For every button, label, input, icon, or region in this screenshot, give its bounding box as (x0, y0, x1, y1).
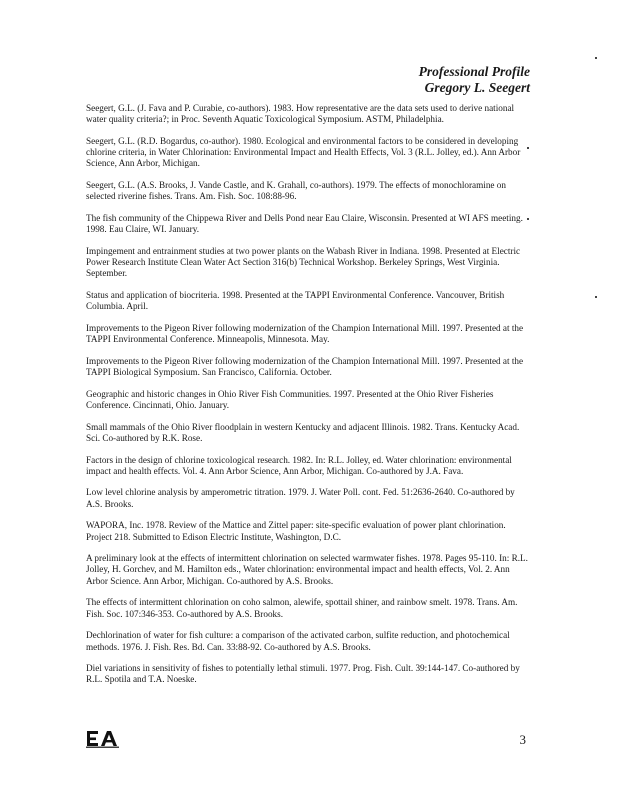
reference-entry: Geographic and historic changes in Ohio River Fish Communities. 1997. Presented at the Ohio River Fisheries Conference. Cincinnati, Ohio. January. (86, 388, 494, 411)
reference-entry: Impingement and entrainment studies at two power plants on the Wabash River in Indiana. 1998. Presented at Electric Power Research Institute Clean Water Act Section 316(b) Technical Workshop. Berkeley Springs, West Virginia. September. (86, 245, 521, 279)
scan-speck (595, 296, 597, 298)
reference-entry: Seegert, G.L. (A.S. Brooks, J. Vande Castle, and K. Grahall, co-authors). 1979. The effects of monochloramine on selected riverine fishes. Trans. Am. Fish. Soc. 108:88-96. (86, 180, 506, 202)
reference-entry: Small mammals of the Ohio River floodplain in western Kentucky and adjacent Illinois. 1982. Trans. Kentucky Acad. Sci. Co-authored by R.K. Rose. (86, 421, 520, 443)
reference-entry: A preliminary look at the effects of intermittent chlorination on selected warmwater fishes. 1978. Pages 95-110. In: R.L. Jolley, H. Gorchev, and M. Hamilton eds., Water chlorination: environmental impact and health effects, Vol. 2. Ann Arbor Science. Ann Arbor, Michigan. Co-authored by A.S. Brooks. (86, 553, 528, 586)
reference-entry: Low level chlorine analysis by amperometric titration. 1979. J. Water Poll. cont. Fed. 51:2636-2640. Co-authored by A.S. Brooks. (86, 487, 515, 509)
reference-entry: The fish community of the Chippewa River and Dells Pond near Eau Claire, Wisconsin. Presented at WI AFS meeting. 1998. Eau Claire, WI. January. (86, 212, 523, 235)
page-number: 3 (519, 732, 526, 747)
reference-entry: Improvements to the Pigeon River following modernization of the Champion International Mill. 1997. Presented at the TAPPI Environmental Conference. Minneapolis, Minnesota. May. (86, 322, 524, 345)
scan-speck (527, 147, 529, 149)
profile-header (419, 64, 530, 96)
reference-entry: Seegert, G.L. (J. Fava and P. Curabie, co-authors). 1983. How representative are the data sets used to derive national water quality criteria?; in Proc. Seventh Aquatic Toxicological Symposium. ASTM, Philadelphia. (86, 103, 515, 125)
scan-speck (527, 218, 529, 220)
profile-title: Professional Profile (418, 64, 530, 79)
reference-entry: Diel variations in sensitivity of fishes to potentially lethal stimuli. 1977. Prog. Fish. Cult. 39:144-147. Co-authored by R.L. Spotila and T.A. Noeske. (86, 663, 520, 685)
scan-speck (595, 57, 597, 59)
reference-entry: WAPORA, Inc. 1978. Review of the Mattice and Zittel paper: site-specific evaluation of power plant chlorination. Project 218. Submitted to Edison Electric Institute, Washington, D.C. (86, 520, 506, 542)
profile-name: Gregory L. Seegert (424, 80, 530, 95)
ea-logo-icon (86, 730, 120, 748)
reference-entry: Seegert, G.L. (R.D. Bogardus, co-author). 1980. Ecological and environmental factors to be considered in developing chlorine criteria, in Water Chlorination: Environmental Impact and Health Effects, Vol. 3 (R.L. Jolley, ed.). Ann Arbor Science, Ann Arbor, Michigan. (86, 135, 521, 169)
reference-entry: The effects of intermittent chlorination on coho salmon, alewife, spottail shiner, and rainbow smelt. 1978. Trans. Am. Fish. Soc. 107:346-353. Co-authored by A.S. Brooks. (86, 597, 518, 619)
reference-entry: Status and application of biocriteria. 1998. Presented at the TAPPI Environmental Conference. Vancouver, British Columbia. April. (86, 290, 505, 312)
reference-list (86, 103, 532, 696)
reference-entry: Improvements to the Pigeon River following modernization of the Champion International Mill. 1997. Presented at the TAPPI Biological Symposium. San Francisco, California. October. (86, 355, 524, 378)
reference-entry: Factors in the design of chlorine toxicological research. 1982. In: R.L. Jolley, ed. Water chlorination: environmental impact and health effects. Vol. 4. Ann Arbor Science, Ann Arbor, Michigan. Co-authored by J.A. Fava. (86, 454, 512, 476)
reference-entry: Dechlorination of water for fish culture: a comparison of the activated carbon, sulfite reduction, and photochemical methods. 1976. J. Fish. Res. Bd. Can. 33:88-92. Co-authored by A.S. Brooks. (86, 630, 510, 652)
